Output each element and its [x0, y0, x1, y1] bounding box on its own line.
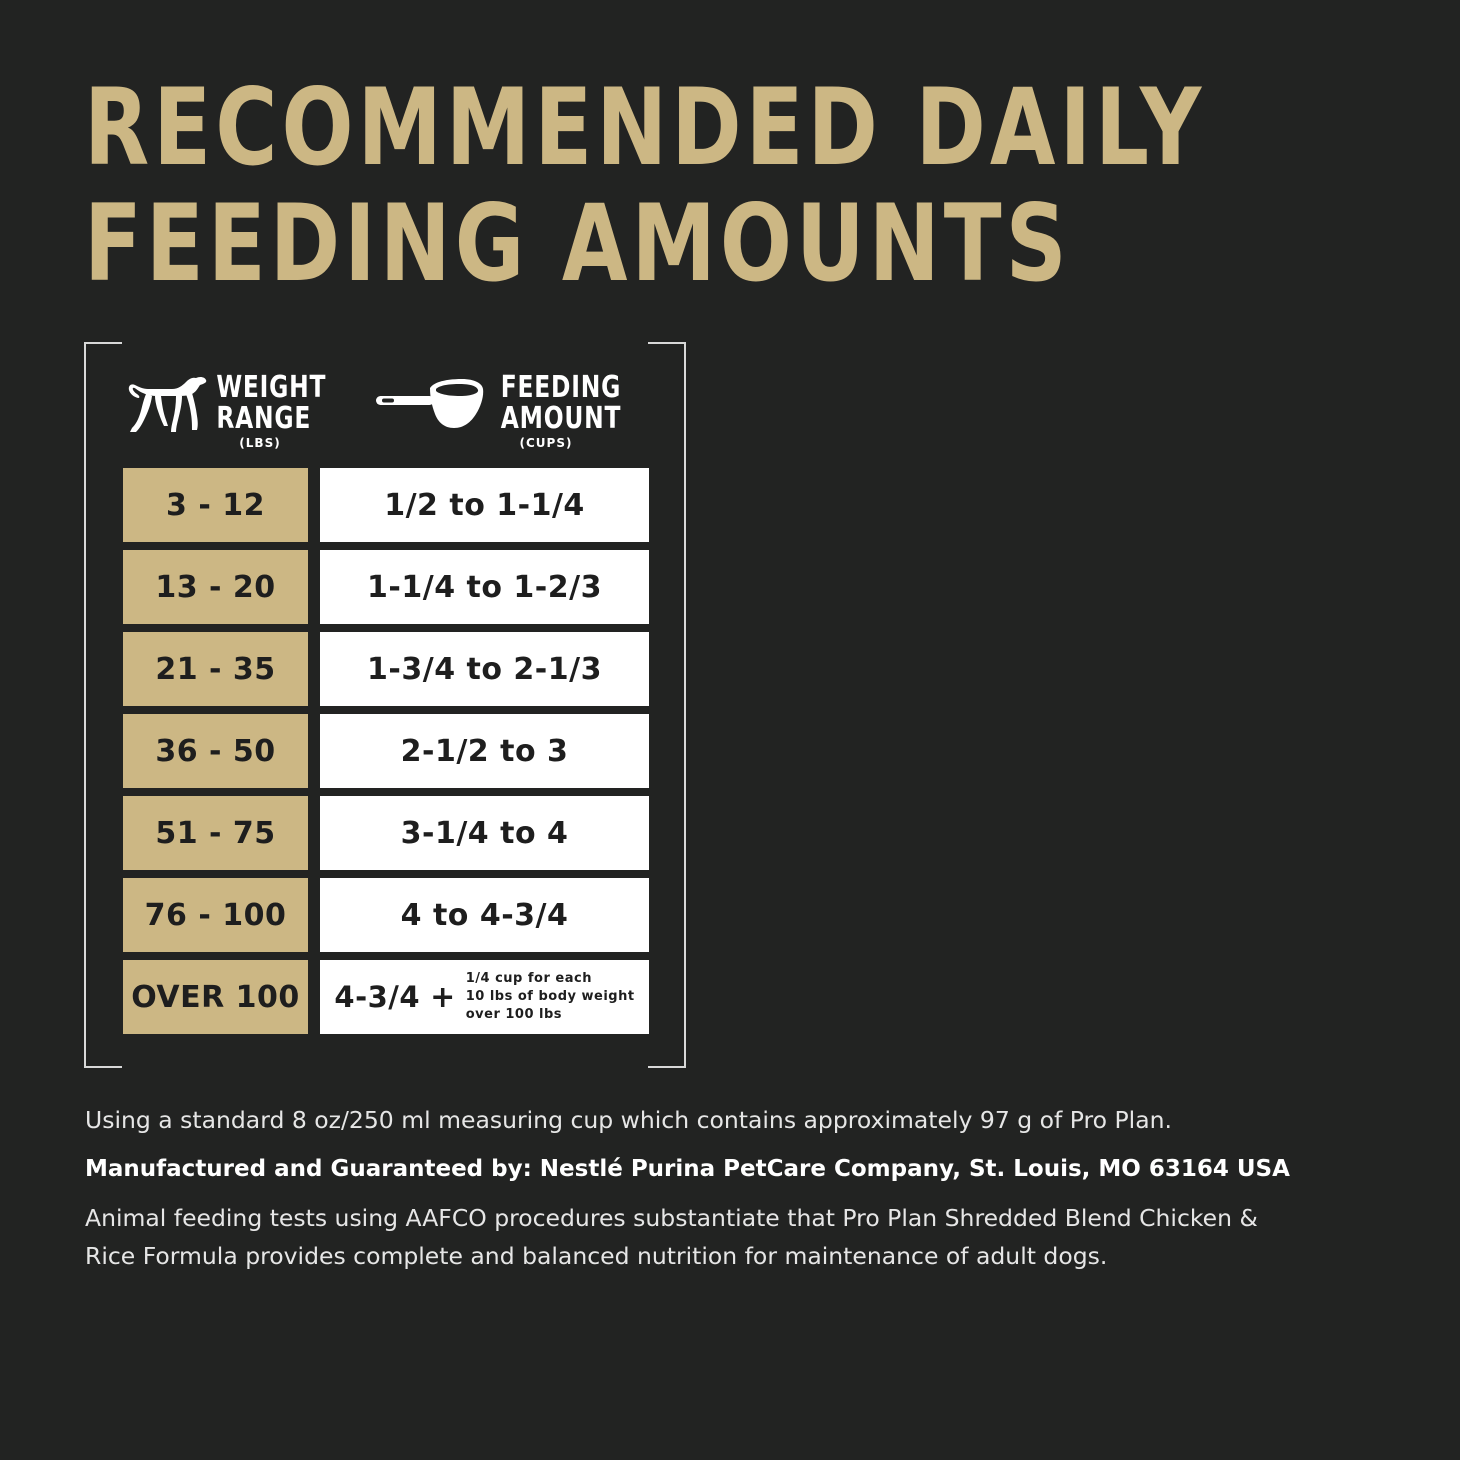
measure-note: Using a standard 8 oz/250 ml measuring cup which contains approximately 97 g of Pro Plan. — [85, 1106, 1172, 1134]
aafco-line-1: Animal feeding tests using AAFCO procedures substantiate that Pro Plan Shredded Blend Chicken & — [85, 1204, 1258, 1232]
weight-cell: 21 - 35 — [123, 632, 308, 706]
manufacturer-note: Manufactured and Guaranteed by: Nestlé Purina PetCare Company, St. Louis, MO 63164 USA — [85, 1156, 1290, 1182]
weight-range-label — [204, 370, 327, 450]
aafco-line-2: Rice Formula provides complete and balanced nutrition for maintenance of adult dogs. — [85, 1242, 1108, 1270]
feeding-label-line-1: FEEDING — [500, 370, 622, 405]
note-line-2: 10 lbs of body weight — [465, 989, 635, 1004]
weight-cell: 51 - 75 — [123, 796, 308, 870]
feeding-amount-header — [370, 372, 650, 456]
feeding-label-line-2: AMOUNT — [500, 401, 622, 436]
amount-cell: 1-3/4 to 2-1/3 — [320, 632, 649, 706]
weight-unit: (LBS) — [239, 436, 281, 450]
table-bracket-right — [648, 342, 686, 1068]
title-line-2: FEEDING AMOUNTS — [84, 182, 1071, 305]
page-title — [84, 66, 1206, 305]
amount-cell: 1/2 to 1-1/4 — [320, 468, 649, 542]
amount-cell — [320, 960, 649, 1034]
note-line-1: 1/4 cup for each — [465, 971, 592, 986]
table-row — [123, 714, 649, 788]
weight-cell: 3 - 12 — [123, 468, 308, 542]
table-row — [123, 550, 649, 624]
weight-label-line-1: WEIGHT — [216, 370, 327, 405]
amount-cell: 3-1/4 to 4 — [320, 796, 649, 870]
weight-cell: 13 - 20 — [123, 550, 308, 624]
amount-cell: 4 to 4-3/4 — [320, 878, 649, 952]
table-bracket-left — [84, 342, 122, 1068]
table-row-over-100 — [123, 960, 649, 1034]
weight-cell: 76 - 100 — [123, 878, 308, 952]
amount-note — [466, 970, 635, 1024]
table-row — [123, 632, 649, 706]
weight-range-header — [122, 370, 327, 456]
amount-base: 4-3/4 — [334, 980, 421, 1014]
title-line-1: RECOMMENDED DAILY — [84, 66, 1206, 189]
table-row — [123, 468, 649, 542]
weight-cell: OVER 100 — [123, 960, 308, 1034]
table-row — [123, 796, 649, 870]
plus-sign: + — [430, 979, 456, 1015]
weight-label-line-2: RANGE — [216, 401, 312, 436]
feeding-unit: (CUPS) — [519, 436, 573, 450]
measuring-cup-icon — [374, 378, 486, 430]
note-line-3: over 100 lbs — [465, 1007, 563, 1022]
dog-icon — [126, 374, 208, 438]
amount-cell: 1-1/4 to 1-2/3 — [320, 550, 649, 624]
aafco-statement — [85, 1199, 1405, 1275]
table-row — [123, 878, 649, 952]
feeding-table — [123, 468, 649, 1042]
amount-cell: 2-1/2 to 3 — [320, 714, 649, 788]
feeding-amount-label — [488, 370, 622, 450]
weight-cell: 36 - 50 — [123, 714, 308, 788]
